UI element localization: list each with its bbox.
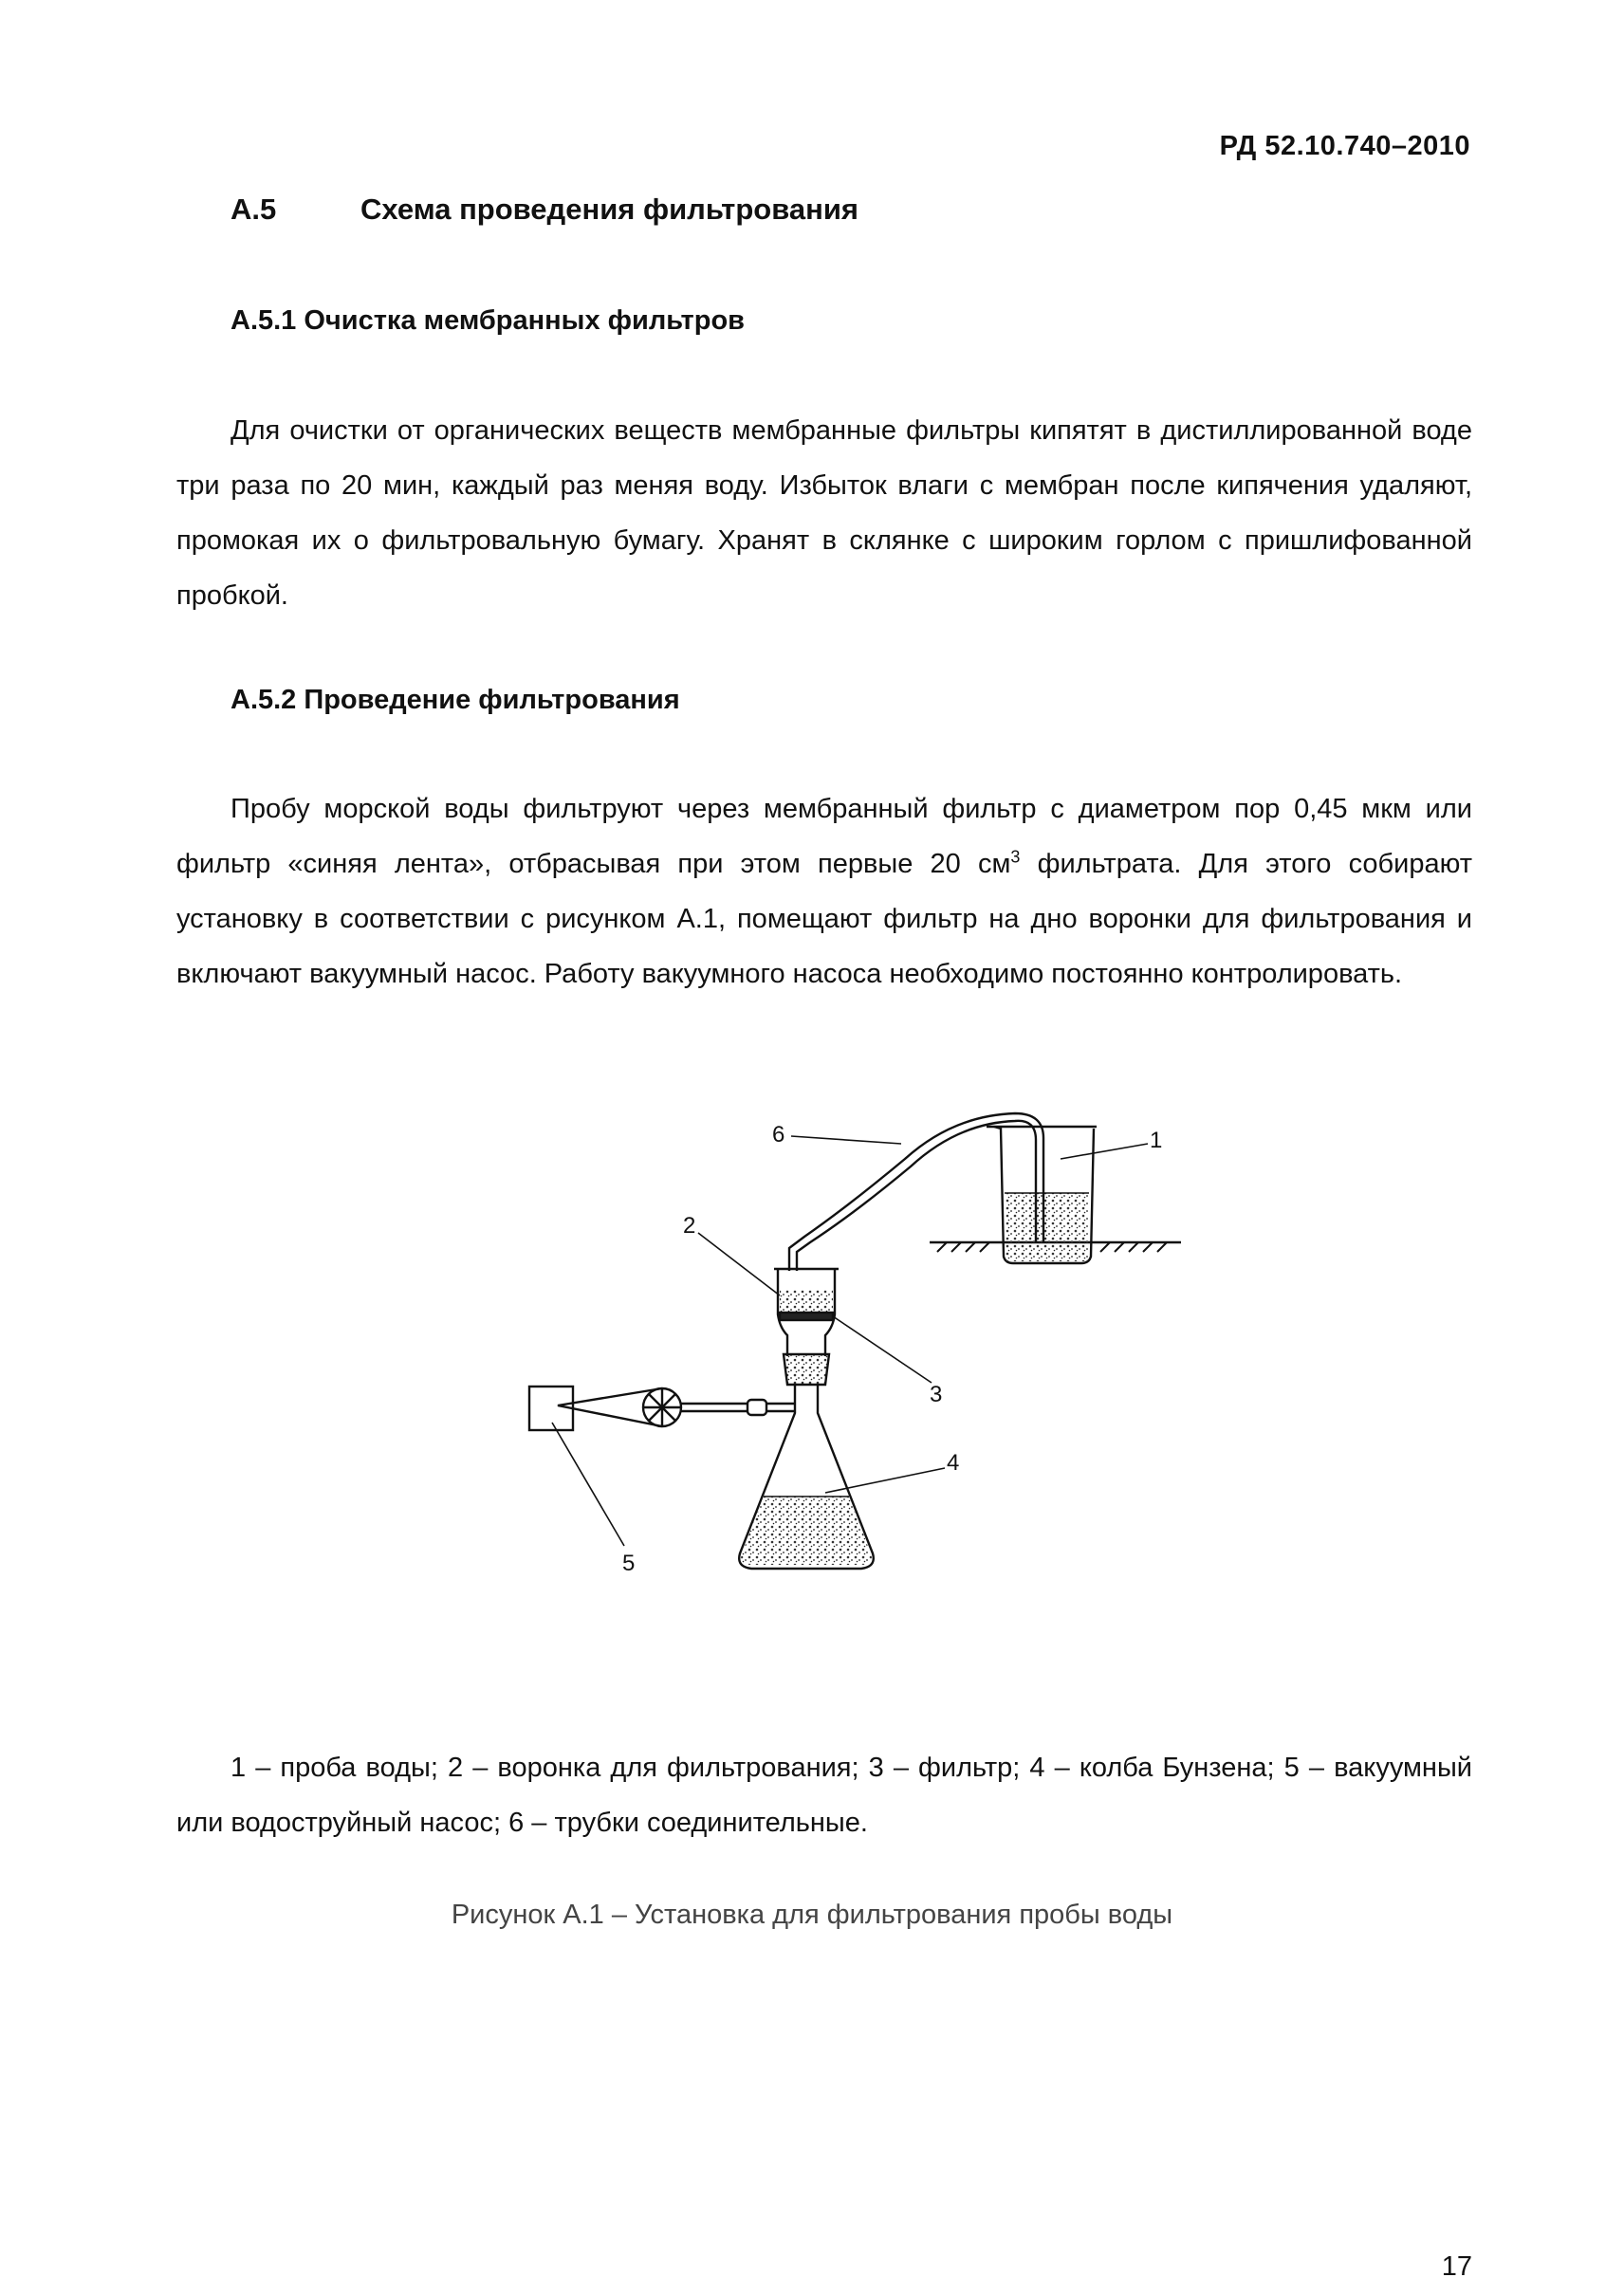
section-title: Схема проведения фильтрования <box>360 193 858 226</box>
filtration-apparatus-figure <box>512 1100 1195 1631</box>
figure-caption: Рисунок А.1 – Установка для фильтрования пробы воды <box>451 1900 1173 1930</box>
subsection-1-text: Для очистки от органических веществ мембранные фильтры кипятят в дистиллированной воде три раза по 20 мин, каждый раз меняя воду. Избыток влаги с мембран после кипячения удаляют, промокая их о фильтровальную бумагу. Хранят в склянке с широким горлом с пришлифованной пробкой. <box>176 415 1472 611</box>
subsection-1-title: А.5.1 Очистка мембранных фильтров <box>231 305 745 336</box>
leader-line-6 <box>791 1136 901 1144</box>
figure-legend-text: 1 – проба воды; 2 – воронка для фильтрования; 3 – фильтр; 4 – колба Бунзена; 5 – вакуумный или водоструйный насос; 6 – трубки соединительные. <box>176 1753 1472 1838</box>
figure-legend <box>176 1740 1472 1850</box>
leader-line-2 <box>698 1233 780 1295</box>
funnel-sample <box>780 1290 833 1313</box>
document-code: РД 52.10.740–2010 <box>1219 131 1470 161</box>
figure-label-6: 6 <box>772 1122 785 1148</box>
leader-line-5 <box>552 1423 624 1546</box>
vacuum-hose <box>681 1404 747 1411</box>
subsection-2-text-start: Пробу морской воды фильтруют через мембранный фильтр с диаметром пор 0,45 мкм или фильтр «синяя лента», отбрасывая при этом первые 20 см <box>176 794 1472 879</box>
figure-label-2: 2 <box>683 1213 696 1239</box>
subsection-2-paragraph <box>176 781 1472 1001</box>
beaker-liquid <box>1005 1193 1089 1261</box>
section-number: А.5 <box>231 193 277 226</box>
stopper <box>784 1354 829 1385</box>
flask-side-arm <box>766 1404 795 1411</box>
subsection-1-paragraph <box>176 403 1472 623</box>
subsection-2-text-end: фильтрата. Для этого собирают установку в соответствии с рисунком А.1, помещают фильтр на дно воронки для фильтрования и включают вакуумный насос. Работу вакуумного насоса необходимо постоянно контролировать. <box>176 849 1473 989</box>
leader-line-3 <box>833 1316 932 1383</box>
subsection-2-title: А.5.2 Проведение фильтрования <box>231 685 680 715</box>
superscript-three: 3 <box>1010 847 1021 867</box>
flask-liquid <box>741 1497 872 1565</box>
leader-line-1 <box>1061 1144 1148 1159</box>
page-number: 17 <box>1441 2251 1472 2282</box>
figure-label-5: 5 <box>622 1551 636 1576</box>
figure-label-3: 3 <box>930 1382 943 1407</box>
filter-membrane <box>780 1313 833 1320</box>
figure-label-4: 4 <box>947 1450 960 1476</box>
figure-label-1: 1 <box>1150 1128 1163 1153</box>
